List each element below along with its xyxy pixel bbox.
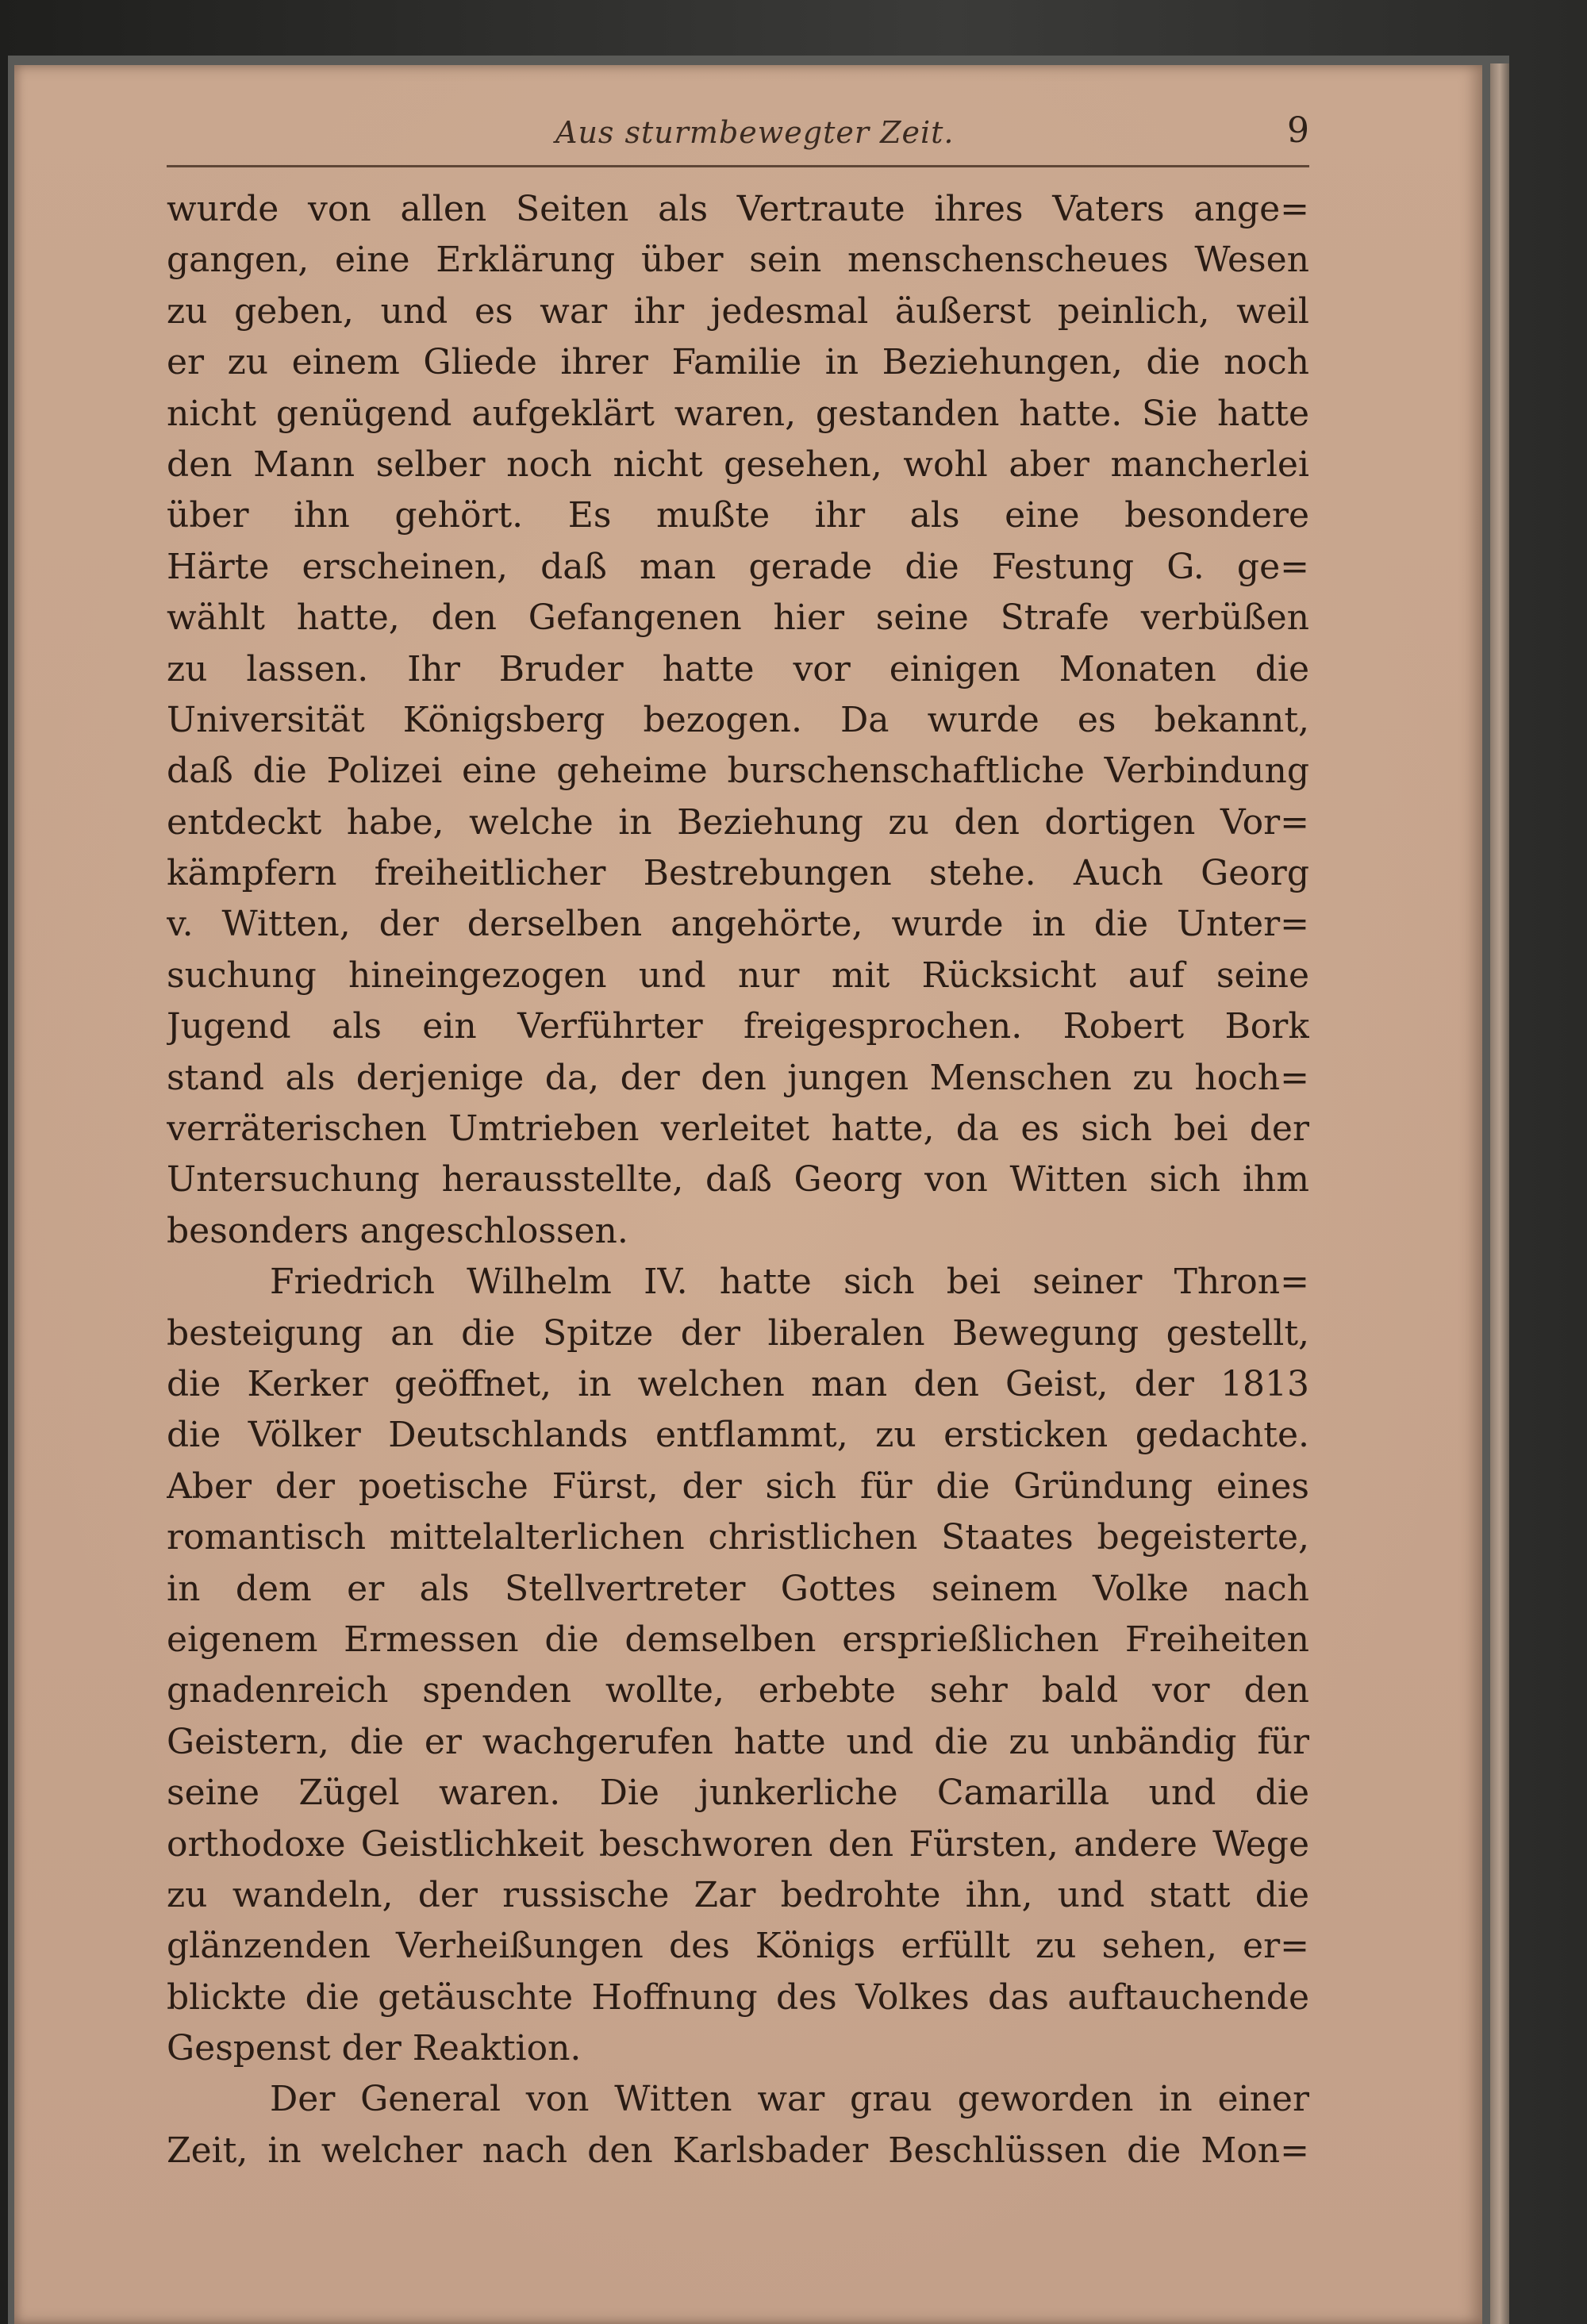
text-line: verräterischen Umtrieben verleitet hatte, da es sich bei der [167, 1108, 1309, 1150]
text-line: wählt hatte, den Gefangenen hier seine Strafe verbüßen [167, 597, 1309, 639]
text-line: eigenem Ermessen die demselben ersprießlichen Freiheiten [167, 1619, 1309, 1660]
body-text [167, 184, 1309, 2176]
text-line: seine Zügel waren. Die junkerliche Camarilla und die [167, 1773, 1309, 1814]
text-line: Härte erscheinen, daß man gerade die Festung G. ge= [167, 546, 1309, 587]
header-rule [167, 165, 1309, 167]
text-line: den Mann selber noch nicht gesehen, wohl aber mancherlei [167, 444, 1309, 485]
text-line: zu geben, und es war ihr jedesmal äußerst peinlich, weil [167, 290, 1309, 332]
text-line: blickte die getäuschte Hoffnung des Volkes das auftauchende [167, 1976, 1309, 2018]
text-line: Universität Königsberg bezogen. Da wurde es bekannt, [167, 699, 1309, 740]
text-line: besonders angeschlossen. [167, 1210, 628, 1251]
text-line: die Kerker geöffnet, in welchen man den Geist, der 1813 [167, 1363, 1309, 1404]
text-line: wurde von allen Seiten als Vertraute ihres Vaters ange= [167, 189, 1309, 229]
text-line: besteigung an die Spitze der liberalen Bewegung gestellt, [167, 1312, 1309, 1354]
page-stack-edge [1490, 63, 1509, 2324]
text-line: Jugend als ein Verführter freigesprochen. Robert Bork [167, 1006, 1309, 1047]
text-line: v. Witten, der derselben angehörte, wurde in die Unter= [167, 904, 1309, 945]
text-line: nicht genügend aufgeklärt waren, gestanden hatte. Sie hatte [167, 393, 1309, 434]
text-line: stand als derjenige da, der den jungen Menschen zu hoch= [167, 1057, 1309, 1098]
text-line: suchung hineingezogen und nur mit Rücksicht auf seine [167, 955, 1309, 996]
text-line: Untersuchung herausstellte, daß Georg von Witten sich ihm [167, 1159, 1309, 1200]
text-line: Geistern, die er wachgerufen hatte und die zu unbändig für [167, 1721, 1309, 1762]
text-line: zu wandeln, der russische Zar bedrohte ihn, und statt die [167, 1874, 1309, 1915]
page-number: 9 [1287, 110, 1309, 151]
text-line: Friedrich Wilhelm IV. hatte sich bei seiner Thron= [270, 1262, 1309, 1303]
text-line: kämpfern freiheitlicher Bestrebungen stehe. Auch Georg [167, 853, 1309, 894]
page-header [167, 107, 1309, 163]
running-title: Aus sturmbewegter Zeit. [555, 115, 955, 150]
text-line: glänzenden Verheißungen des Königs erfüllt zu sehen, er= [167, 1926, 1309, 1967]
text-line: die Völker Deutschlands entflammt, zu ersticken gedachte. [167, 1415, 1309, 1456]
text-line: Gespenst der Reaktion. [167, 2028, 582, 2069]
text-line: orthodoxe Geistlichkeit beschworen den Fürsten, andere Wege [167, 1823, 1309, 1865]
text-line: daß die Polizei eine geheime burschenschaftliche Verbindung [167, 751, 1309, 792]
text-line: Zeit, in welcher nach den Karlsbader Beschlüssen die Mon= [167, 2130, 1309, 2171]
text-line: er zu einem Gliede ihrer Familie in Beziehungen, die noch [167, 342, 1309, 383]
text-line: in dem er als Stellvertreter Gottes seinem Volke nach [167, 1568, 1309, 1609]
text-line: romantisch mittelalterlichen christlichen Staates begeisterte, [167, 1517, 1309, 1558]
text-line: über ihn gehört. Es mußte ihr als eine besondere [167, 495, 1309, 536]
text-line: Aber der poetische Fürst, der sich für die Gründung eines [167, 1465, 1309, 1507]
text-line: zu lassen. Ihr Bruder hatte vor einigen Monaten die [167, 648, 1309, 690]
text-line: entdeckt habe, welche in Beziehung zu den dortigen Vor= [167, 801, 1309, 843]
text-line: Der General von Witten war grau geworden in einer [270, 2079, 1309, 2120]
text-line: gnadenreich spenden wollte, erbebte sehr bald vor den [167, 1670, 1309, 1711]
text-line: gangen, eine Erklärung über sein menschenscheues Wesen [167, 240, 1309, 281]
